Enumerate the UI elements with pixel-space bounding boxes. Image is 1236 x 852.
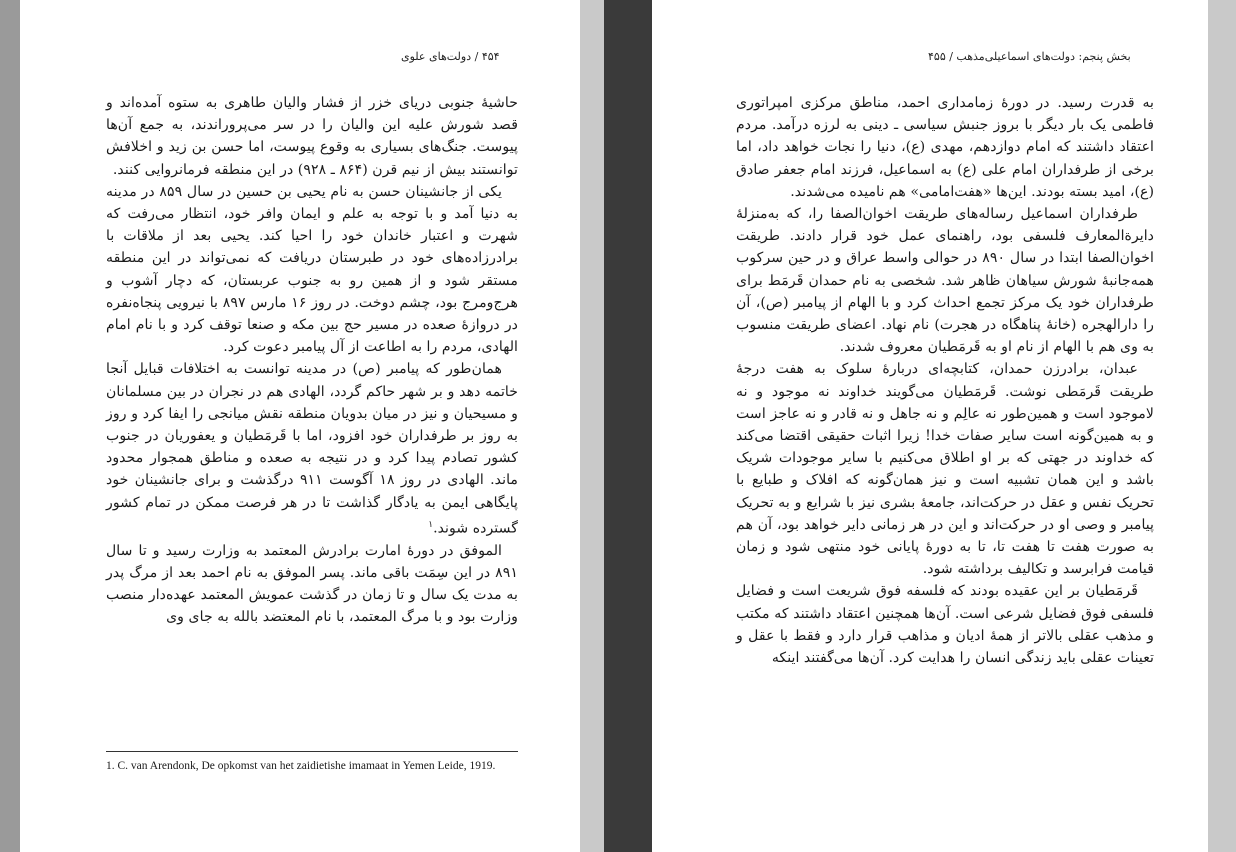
left-paragraph-3-text: همان‌طور که پیامبر (ص) در مدینه توانست به اختلافات قبایل آنجا خاتمه دهد و بر شهر حاکم گردد، الهادی هم در نجران در بین مسلمانان و مسیحیان و نیز در میان بدویان منطقه نقش میانجی را ایفا کرد و روز به روز بر طرفداران خود افزود، اما با قَرمَطیان و یعفوریان در جنوب کشور تصادم پیدا کرد و در نتیجه به صعده و مناطق همجوار محدود ماند. الهادی در روز ۱۸ آگوست ۹۱۱ درگذشت و برای جانشینان خود پایگاهی ایمن به یادگار گذاشت تا در هر فرصت ممکن در تمام کشور گسترده شوند. xyxy=(106,361,518,537)
footnote: 1. C. van Arendonk, De opkomst van het zaidietishe imamaat in Yemen Leide, 1919. xyxy=(106,760,496,772)
right-paragraph-1: به قدرت رسید. در دورهٔ زمامداری احمد، مناطق مرکزی امپراتوری فاطمی یک بار دیگر با بروز جنبش سیاسی ـ دینی به لرزه درآمد. مردم اعتقاد داشتند که امام دوازدهم، مهدی (ع)، دنیا را نجات خواهد داد، اما برخی از طرفداران امام علی (ع) به اسماعیل، فرزند امام جعفر صادق (ع)، امید بسته بودند. این‌ها «هفت‌امامی» هم نامیده می‌شدند. xyxy=(736,95,1154,200)
left-page xyxy=(20,0,580,852)
left-paragraph-1: حاشیهٔ جنوبی دریای خزر از فشار والیان طاهری به ستوه آمده‌اند و قصد شورش علیه این والیان را در سر می‌پروراندند، به جمع آن‌ها پیوست. جنگ‌های بسیاری به وقوع پیوست، اما حسن بن زید و اخلافش توانستند بیش از نیم قرن (۸۶۴ ـ ۹۲۸) در این منطقه فرمانروایی کنند. xyxy=(106,95,518,178)
right-paragraph-2: طرفداران اسماعیل رساله‌های طریقت اخوان‌الصفا را، که به‌منزلهٔ دایرةالمعارف فلسفی بود، راهنمای عمل خود قرار دادند. طریقت اخوان‌الصفا ابتدا در سال ۸۹۰ در حوالی واسط عراق و در حین سرکوب همه‌جانبهٔ شورش سیاهان ظاهر شد. شخصی به نام حمدان قَرمَط برای طرفداران خود یک مرکز تجمع احداث کرد و با الهام از پیامبر (ص)، آن را دارالهجره (خانهٔ پناهگاه در هجرت) نام نهاد. اعضای طریقت منسوب به وی هم با الهام از نام او به قَرمَطیان معروف شدند. xyxy=(736,206,1155,356)
page-separator xyxy=(604,0,652,852)
right-paragraph-4: قَرمَطیان بر این عقیده بودند که فلسفه فوق شریعت است و فضایل فلسفی فوق فضایل شرعی است. آن‌ها همچنین اعتقاد داشتند که مکتب و مذهب عقلی بالاتر از همهٔ ادیان و مذاهب قرار دارد و فقط با عقل و تعینات عقلی باید زندگی انسان را هدایت کرد. آن‌ها می‌گفتند اینکه xyxy=(736,583,1154,667)
footnote-marker[interactable]: ۱ xyxy=(428,519,434,530)
right-running-head: بخش پنجم: دولت‌های اسماعیلی‌مذهب / ۴۵۵ xyxy=(928,50,1131,63)
right-page xyxy=(652,0,1208,852)
page-gutter-right xyxy=(1208,0,1236,852)
left-running-head: ۴۵۴ / دولت‌های علوی xyxy=(401,50,500,63)
footnote-divider xyxy=(106,751,518,752)
page-gutter-left xyxy=(580,0,604,852)
right-body-text xyxy=(736,92,1154,669)
left-paragraph-4: الموفق در دورهٔ امارت برادرش المعتمد به وزارت رسید و تا سال ۸۹۱ در این سِمَت باقی ماند. پسر الموفق به نام احمد بعد از مرگ پدر به مدت یک سال و تا زمان در گذشت عمویش المعتمد عهده‌دار منصب وزارت بود و با مرگ المعتمد، با نام المعتضد بالله به جای وی xyxy=(106,542,518,626)
left-paragraph-3 xyxy=(106,358,518,539)
right-paragraph-3: عبدان، برادرزن حمدان، کتابچه‌ای دربارهٔ سلوک به هفت درجهٔ طریقت قَرمَطی نوشت. قَرمَطیان می‌گویند خداوند نه موجود و نه لاموجود است و همین‌طور نه عالِم و نه جاهل و نه قادر و نه عاجز است و به همین‌گونه است سایر صفات خدا! زیرا اثبات حقیقی اقتضا می‌کند که خداوند در جهتی که بر او اطلاق می‌کنیم با سایر موجودات شریک باشد و این همان تشبیه است و نیز همان‌گونه که افلاک و طبایع با تحریک نفس و عقل در حرکت‌اند، جامعهٔ بشری نیز با شرایع و به تحریک پیامبر و وصی او در حرکت‌اند و این در هر زمانی دایر خواهد بود، آن هم به صورت هفت تا هفت تا، تا به دورهٔ پایانی خود منتهی شود و زمان قیامت فرابرسد و تکالیف برداشته شود. xyxy=(736,361,1154,578)
left-body-text xyxy=(106,92,518,629)
left-paragraph-2: یکی از جانشینان حسن به نام یحیی بن حسین در سال ۸۵۹ در مدینه به دنیا آمد و با توجه به علم و ایمان وافر خود، انتظار می‌رفت که شهرت و اعتبار خاندان خود را احیا کند. یحیی بعد از ملاقات با برادرزاده‌های خود در طبرستان دریافت که نمی‌تواند در این منطقه مستقر شود و از همین رو به جنوب عربستان، که دچار آشوب و هرج‌ومرج بود، چشم دوخت. در روز ۱۶ مارس ۸۹۷ با نیرویی پنجاه‌نفره در دروازهٔ صعده در مسیر حج بین مکه و صنعا توقف کرد و با نام امام الهادی، مردم را به اطاعت از آل پیامبر دعوت کرد. xyxy=(106,183,518,356)
